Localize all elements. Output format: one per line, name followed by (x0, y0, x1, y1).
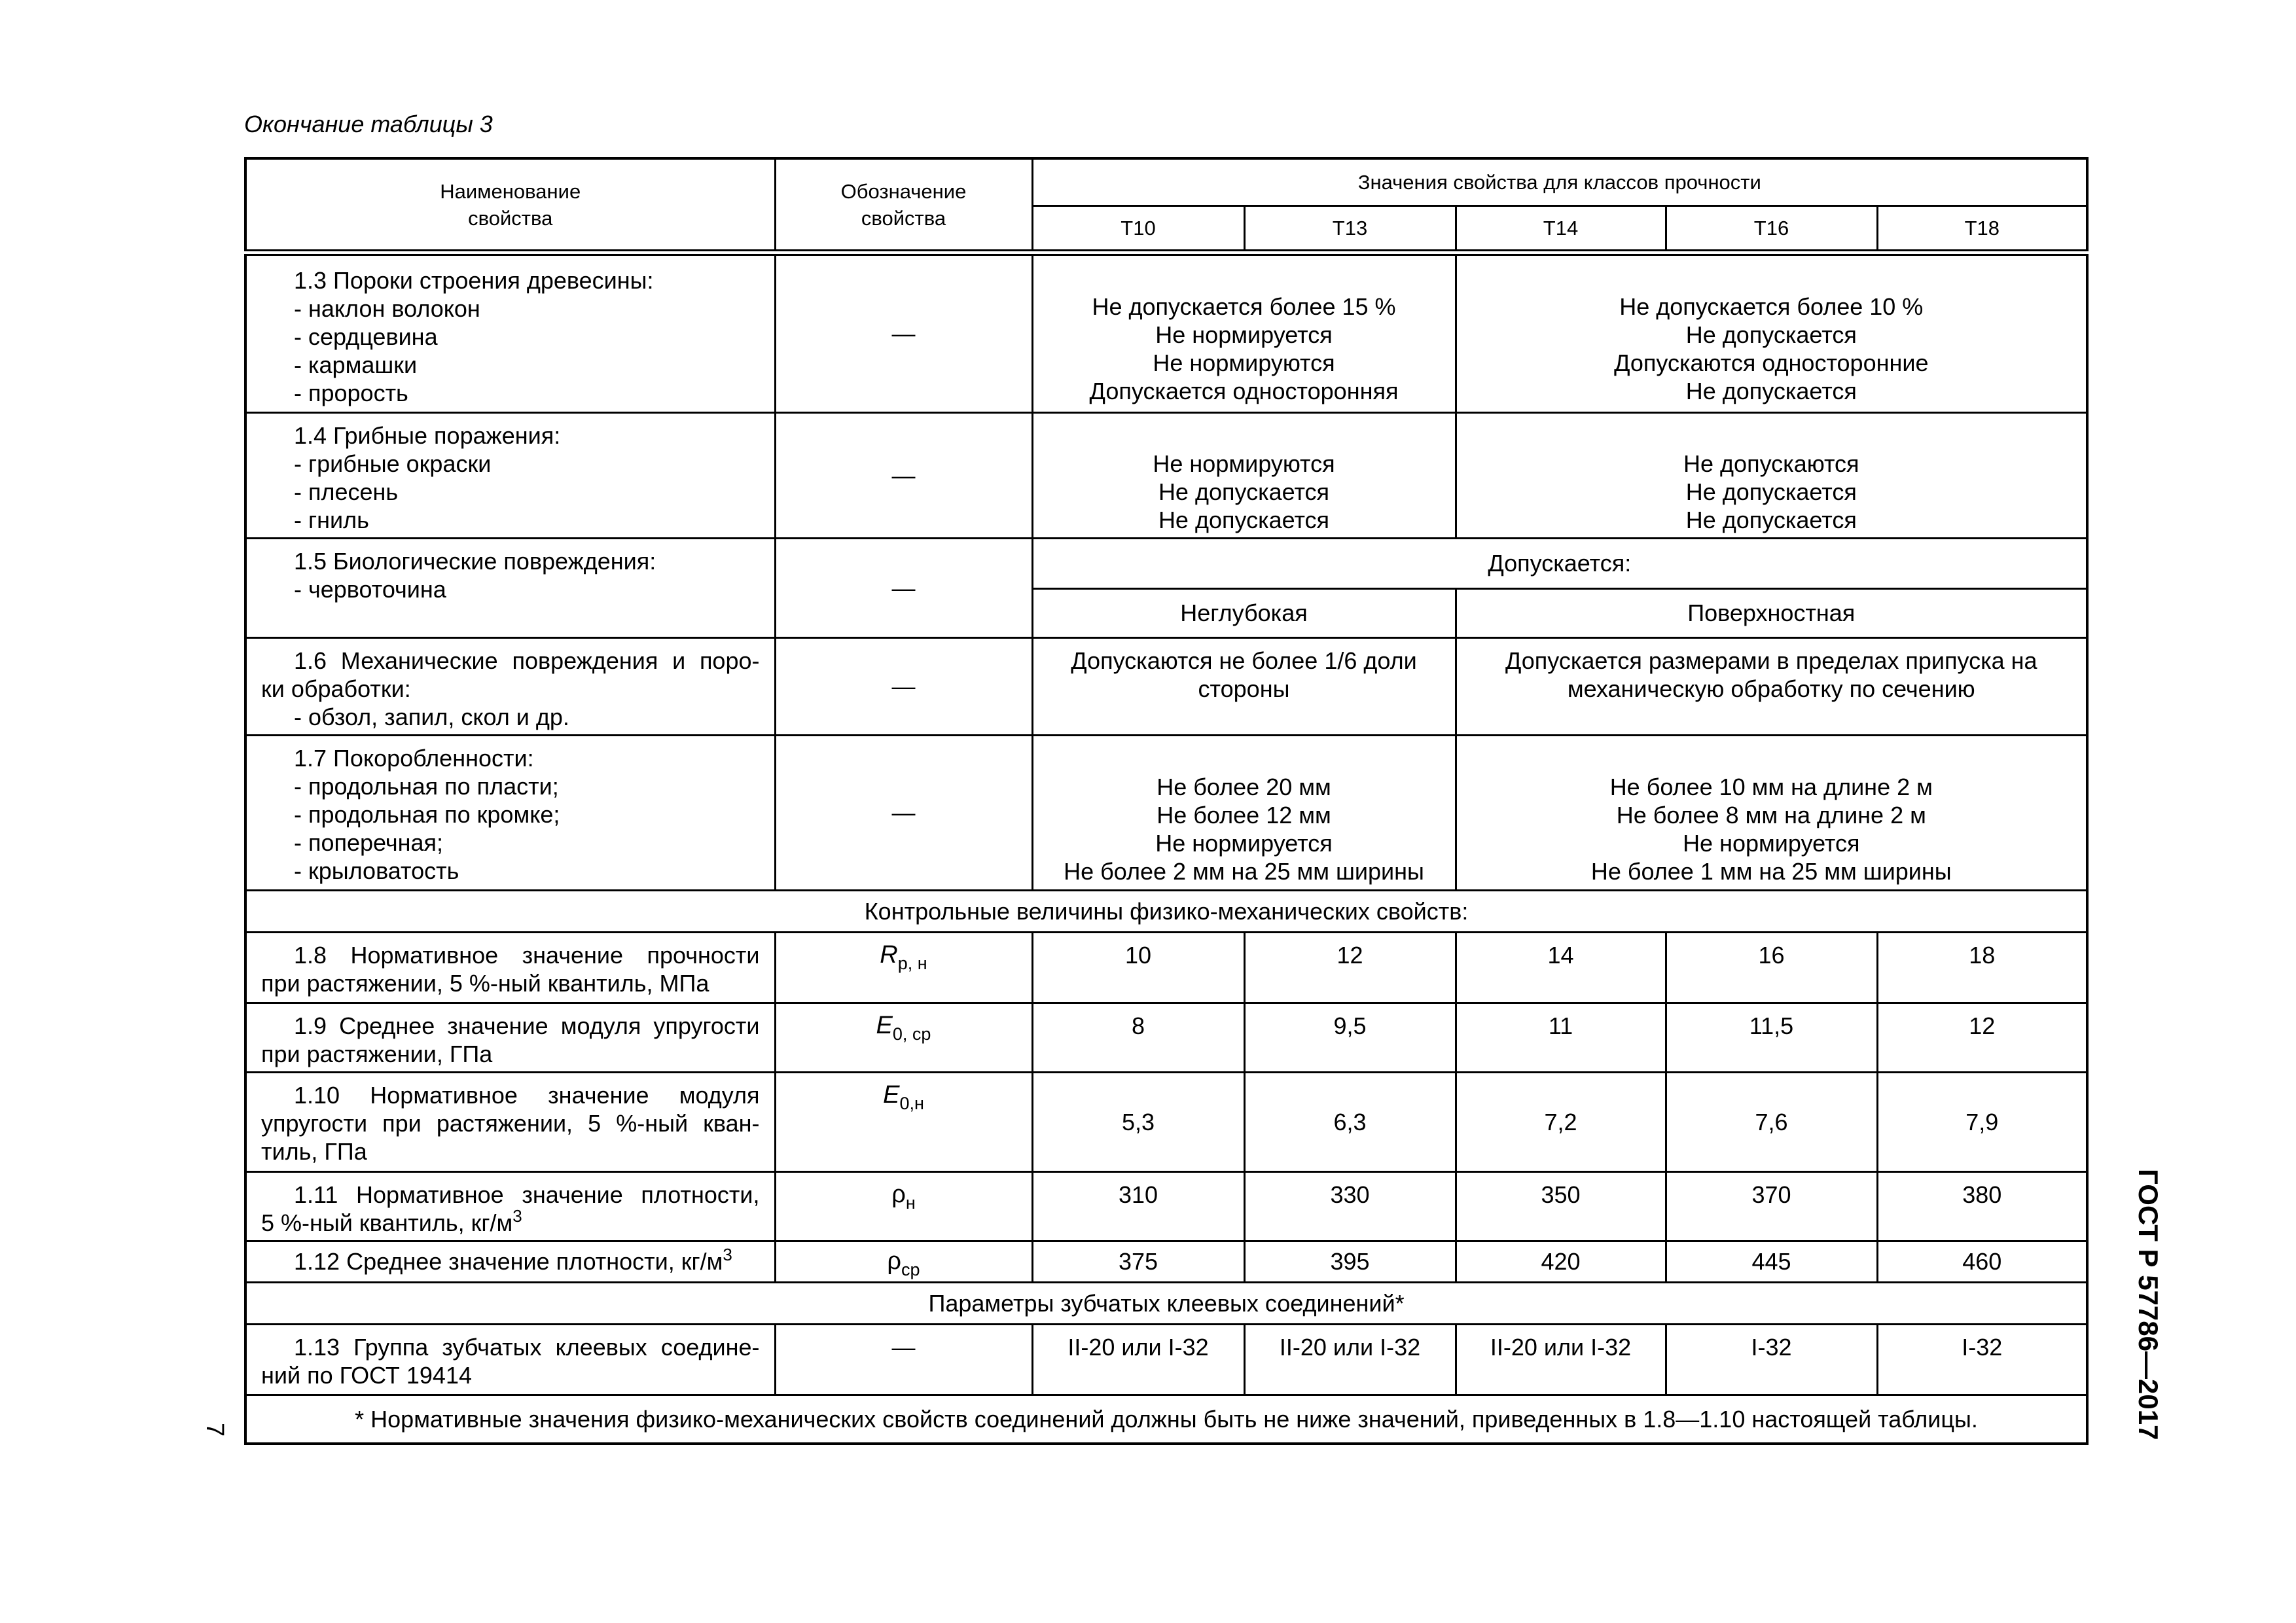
value-cell: 11 (1456, 1003, 1666, 1072)
text-line: - плесень (294, 478, 399, 505)
text-line: - продольная по кромке; (294, 800, 560, 828)
text-line: 1.3 Пороки строения древесины: (294, 267, 654, 294)
table-row (245, 735, 2087, 890)
property-name-cell (245, 253, 775, 412)
table-row (245, 1072, 2087, 1171)
value-cell: 330 (1244, 1171, 1456, 1241)
text-line: Не допускается более 15 % (1092, 293, 1396, 320)
property-name-cell (245, 1171, 775, 1241)
text-line: Не допускаются (1683, 450, 1859, 477)
table-row (245, 538, 2087, 588)
value-cell: 310 (1032, 1171, 1244, 1241)
value-cell: 445 (1666, 1241, 1877, 1282)
value-cell (1032, 253, 1456, 412)
value-cell: 18 (1877, 932, 2087, 1003)
symbol-main: R (880, 940, 898, 969)
text-line: 1.4 Грибные поражения: (294, 421, 561, 449)
table-row (245, 1324, 2087, 1395)
value-cell: 5,3 (1032, 1072, 1244, 1171)
text-line: Не допускается (1685, 506, 1857, 533)
value-cell: 12 (1244, 932, 1456, 1003)
table-row (245, 253, 2087, 412)
property-name-cell (245, 1003, 775, 1072)
value-cell: 8 (1032, 1003, 1244, 1072)
value-cell: I-32 (1666, 1324, 1877, 1395)
header-symbol (775, 158, 1032, 253)
value-cell (1032, 637, 1456, 735)
section-title: Параметры зубчатых клеевых соединений* (245, 1282, 2087, 1324)
header-class: Т14 (1456, 205, 1666, 253)
section-row (245, 1282, 2087, 1324)
symbol-cell: — (775, 735, 1032, 890)
text-fragment: 5 %-ный квантиль, кг/м (261, 1209, 513, 1236)
value-cell: Поверхностная (1456, 588, 2087, 637)
value-cell: 7,6 (1666, 1072, 1877, 1171)
value-cell: II-20 или I-32 (1456, 1324, 1666, 1395)
property-name-cell (245, 637, 775, 735)
superscript: 3 (723, 1244, 732, 1264)
value-cell: 7,9 (1877, 1072, 2087, 1171)
text-line: Не нормируются (1153, 450, 1335, 477)
text-fragment: 1.12 Среднее значение плотности, кг/м (294, 1247, 723, 1275)
table-row (245, 1171, 2087, 1241)
property-name-cell (245, 1072, 775, 1171)
text-line: Не нормируется (1155, 829, 1333, 857)
value-cell: 6,3 (1244, 1072, 1456, 1171)
table-row (245, 1241, 2087, 1282)
text-line: упругости при растяжении, 5 %-ный кван- (261, 1109, 760, 1137)
symbol-cell: — (775, 538, 1032, 637)
table-footnote: * Нормативные значения физико-механических свойств соединений должны быть не ниже значений, приведенных в 1.8—1.10 настоящей таблицы. (245, 1395, 2087, 1444)
value-cell: 14 (1456, 932, 1666, 1003)
text-line: ки обработки: (261, 675, 411, 702)
superscript: 3 (512, 1205, 522, 1226)
text-line: Не более 1 мм на 25 мм ширины (1590, 857, 1952, 885)
text-line: Не более 2 мм на 25 мм ширины (1064, 857, 1424, 885)
text-line: механическую обработку по сечению (1567, 675, 1975, 702)
text-line: ний по ГОСТ 19414 (261, 1361, 472, 1389)
value-cell: Неглубокая (1032, 588, 1456, 637)
header-class: Т10 (1032, 205, 1244, 253)
text-line: Не нормируется (1155, 321, 1333, 348)
text-line: Наименование (440, 179, 581, 203)
property-name-cell (245, 1241, 775, 1282)
symbol-cell: — (775, 1324, 1032, 1395)
symbol-main: E (876, 1011, 893, 1039)
text-line: Не допускается (1685, 378, 1857, 404)
property-name-cell (245, 412, 775, 538)
symbol-cell: — (775, 637, 1032, 735)
text-line: 1.5 Биологические повреждения: (294, 547, 656, 575)
value-cell: 11,5 (1666, 1003, 1877, 1072)
symbol-cell (775, 1171, 1032, 1241)
text-line: при растяжении, ГПа (261, 1040, 493, 1067)
value-cell (1456, 735, 2087, 890)
text-line: Допускается размерами в пределах припуска на (1505, 647, 2037, 674)
text-line: - наклон волокон (294, 295, 480, 322)
text-line: Допускаются односторонние (1614, 349, 1929, 376)
value-cell: 420 (1456, 1241, 1666, 1282)
header-class: Т18 (1877, 205, 2087, 253)
text-line: Не допускается (1158, 506, 1330, 533)
value-cell: II-20 или I-32 (1244, 1324, 1456, 1395)
symbol-sub: 0, ср (892, 1024, 931, 1044)
symbol-cell (775, 1241, 1032, 1282)
value-cell (1456, 412, 2087, 538)
symbol-cell: — (775, 412, 1032, 538)
text-line: Не более 20 мм (1157, 773, 1331, 800)
text-line: при растяжении, 5 %-ный квантиль, МПа (261, 969, 709, 997)
table-row (245, 637, 2087, 735)
text-line: 1.9 Среднее значение модуля упругости (294, 1012, 760, 1039)
property-name-cell (245, 932, 775, 1003)
standard-designation: ГОСТ Р 57786—2017 (2133, 1169, 2164, 1440)
value-cell (1032, 735, 1456, 890)
text-line: 1.7 Покоробленности: (294, 744, 534, 772)
text-line: 1.6 Механические повреждения и поро- (294, 647, 760, 674)
text-line: Допускается односторонняя (1089, 378, 1399, 404)
table-row (245, 1003, 2087, 1072)
value-cell: Допускается: (1032, 538, 2087, 588)
symbol-sub: ср (901, 1259, 920, 1279)
value-cell: 12 (1877, 1003, 2087, 1072)
value-cell: 375 (1032, 1241, 1244, 1282)
value-cell: 7,2 (1456, 1072, 1666, 1171)
text-line: Не более 8 мм на длине 2 м (1616, 801, 1926, 829)
value-cell: 350 (1456, 1171, 1666, 1241)
properties-table (244, 157, 2089, 1445)
text-line: 1.11 Нормативное значение плотности, (294, 1181, 760, 1208)
value-cell: 460 (1877, 1241, 2087, 1282)
symbol-main: E (883, 1080, 900, 1109)
text-line: - продольная по пласти; (294, 772, 559, 800)
value-cell: I-32 (1877, 1324, 2087, 1395)
text-line: 1.8 Нормативное значение прочности (294, 941, 760, 969)
text-line: Не допускается (1685, 478, 1857, 505)
value-cell: 9,5 (1244, 1003, 1456, 1072)
value-cell (1456, 637, 2087, 735)
text-line: свойства (861, 206, 946, 230)
text-line: - поперечная; (294, 829, 444, 856)
section-row (245, 890, 2087, 932)
value-cell: 370 (1666, 1171, 1877, 1241)
value-cell: 16 (1666, 932, 1877, 1003)
text-line: стороны (1198, 675, 1290, 702)
table-row (245, 932, 2087, 1003)
value-cell: 10 (1032, 932, 1244, 1003)
text-line: - гниль (294, 506, 369, 533)
text-line: Не нормируются (1153, 349, 1335, 376)
section-title: Контрольные величины физико-механических свойств: (245, 890, 2087, 932)
text-line: - кармашки (294, 351, 418, 378)
value-cell: 380 (1877, 1171, 2087, 1241)
symbol-cell: — (775, 253, 1032, 412)
text-line (261, 1205, 760, 1237)
text-line: - грибные окраски (294, 450, 492, 477)
value-cell: II-20 или I-32 (1032, 1324, 1244, 1395)
text-line (261, 1244, 760, 1275)
symbol-cell (775, 932, 1032, 1003)
text-line: - обзол, запил, скол и др. (294, 703, 569, 730)
text-line: - сердцевина (294, 323, 438, 350)
value-cell: 395 (1244, 1241, 1456, 1282)
text-line: Не допускается (1685, 321, 1857, 348)
text-line: Не допускается (1158, 478, 1330, 505)
text-line: Не нормируется (1683, 829, 1860, 857)
text-line: Допускаются не более 1/6 доли (1071, 647, 1417, 674)
symbol-sub: н (905, 1192, 916, 1213)
property-name-cell (245, 1324, 775, 1395)
symbol-cell (775, 1072, 1032, 1171)
text-line: Не более 10 мм на длине 2 м (1609, 773, 1933, 800)
header-property-name (245, 158, 775, 253)
table-caption: Окончание таблицы 3 (244, 111, 493, 137)
property-name-cell (245, 538, 775, 637)
text-line: 1.10 Нормативное значение модуля (294, 1081, 760, 1109)
value-cell (1032, 412, 1456, 538)
text-line: 1.13 Группа зубчатых клеевых соедине- (294, 1333, 760, 1361)
symbol-main: ρ (891, 1180, 906, 1208)
header-class: Т16 (1666, 205, 1877, 253)
text-line: Не более 12 мм (1157, 801, 1331, 829)
symbol-main: ρ (887, 1247, 902, 1275)
symbol-sub: р, н (897, 953, 927, 973)
footnote-row (245, 1395, 2087, 1444)
symbol-sub: 0,н (899, 1093, 924, 1113)
header-row (245, 158, 2087, 205)
header-class: Т13 (1244, 205, 1456, 253)
text-line: - крыловатость (294, 857, 459, 884)
value-cell (1456, 253, 2087, 412)
text-line: Не допускается более 10 % (1619, 293, 1924, 320)
page-number: 7 (201, 1423, 228, 1437)
header-values-title: Значения свойства для классов прочности (1032, 158, 2087, 205)
property-name-cell (245, 735, 775, 890)
table-row (245, 412, 2087, 538)
text-line: тиль, ГПа (261, 1137, 367, 1165)
text-line: - червоточина (294, 575, 446, 603)
symbol-cell (775, 1003, 1032, 1072)
text-line: Обозначение (840, 179, 967, 203)
text-line: - прорость (294, 380, 408, 406)
text-line: свойства (468, 206, 553, 230)
